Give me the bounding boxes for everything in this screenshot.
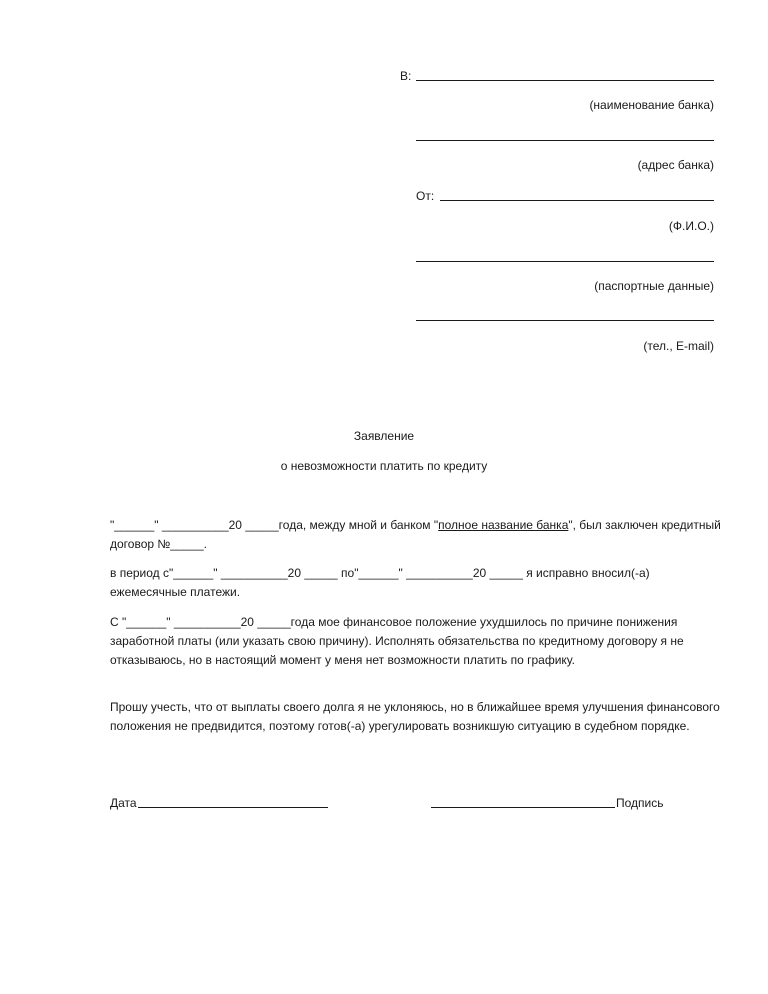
bank-name-caption: (наименование банка) <box>589 98 714 112</box>
from-label: От: <box>416 189 435 203</box>
date-label: Дата <box>110 796 137 810</box>
contacts-line <box>416 320 714 321</box>
document-title: Заявление <box>353 429 415 443</box>
date-line <box>138 807 328 808</box>
contract-text-start: "______" __________20 _____года, между мной и банком " <box>110 518 439 532</box>
fio-line <box>440 200 714 201</box>
bank-address-line <box>416 140 714 141</box>
passport-caption: (паспортные данные) <box>594 279 714 293</box>
paragraph-contract <box>110 516 722 554</box>
bank-name-line <box>416 80 714 81</box>
contract-text-end: ", был заключен кредитный договор №_____. <box>110 518 721 551</box>
document-subtitle: о невозможности платить по кредиту <box>280 459 488 473</box>
bank-address-caption: (адрес банка) <box>637 158 714 172</box>
to-label: В: <box>400 69 412 83</box>
signature-line <box>431 807 615 808</box>
paragraph-payments: в период с"______" __________20 _____ по"______" __________20 _____ я исправно вносил(-а) ежемесячные платежи. <box>110 566 650 599</box>
bank-full-name-placeholder: полное название банка <box>438 518 569 532</box>
passport-line <box>416 261 714 262</box>
paragraph-request: Прошу учесть, что от выплаты своего долга я не уклоняюсь, но в ближайшее время улучшения финансового положения не предвидится, поэтому готов(-а) урегулировать возникшую ситуацию в судебном порядке. <box>110 700 720 733</box>
contacts-caption: (тел., E-mail) <box>643 339 714 353</box>
fio-caption: (Ф.И.О.) <box>668 219 714 233</box>
signature-label: Подпись <box>616 796 664 810</box>
paragraph-financial-situation: С "______" __________20 _____года мое финансовое положение ухудшилось по причине понижения заработной платы (или указать свою причину). Исполнять обязательства по кредитному договору я не отказываюсь, но в настоящий момент у меня нет возможности платить по графику. <box>110 615 684 667</box>
